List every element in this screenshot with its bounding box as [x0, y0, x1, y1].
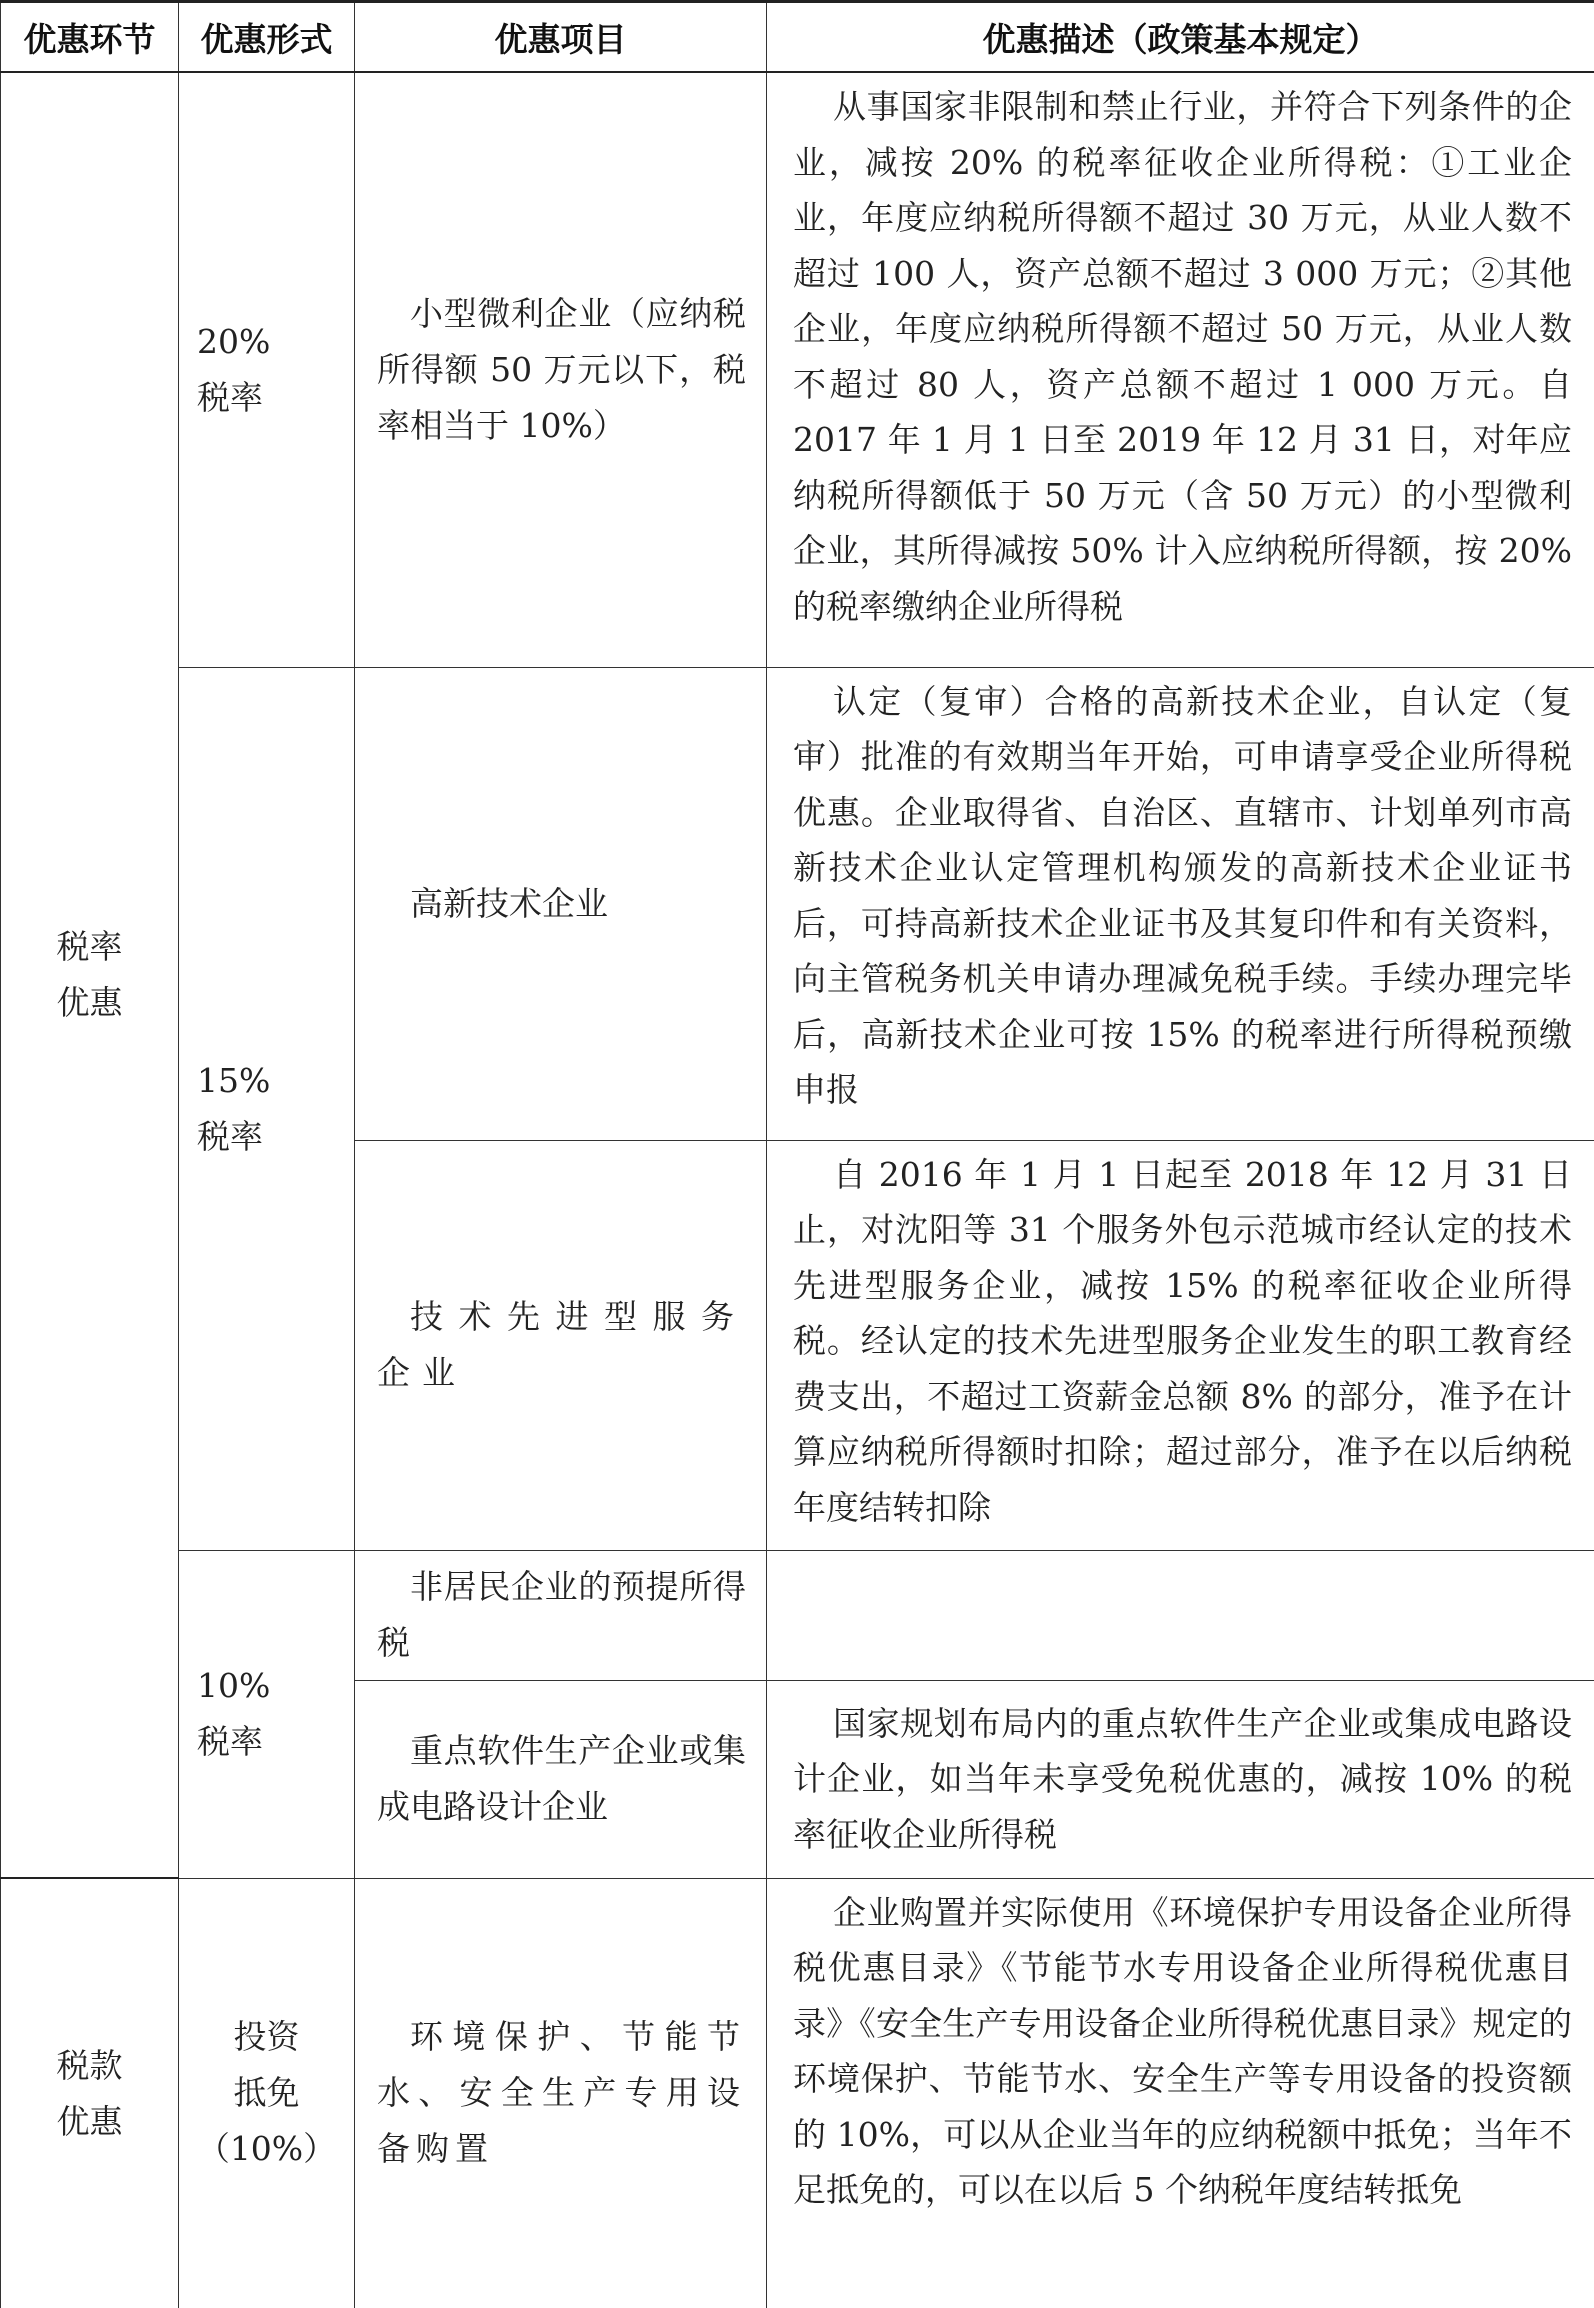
- desc-small-enterprise: 从事国家非限制和禁止行业，并符合下列条件的企业，减按 20% 的税率征收企业所得税：①工业企业，年度应纳税所得额不超过 30 万元，从业人数不超过 100 人，资产总额不超过 3 000 万元；②其他企业，年度应纳税所得额不超过 50 万元，从业人数不超过 80 人，资产总额不超过 1 000 万元。自 2017 年 1 月 1 日至 2019 年 12 月 31 日，对年应纳税所得额低于 50 万元（含 50 万元）的小型微利企业，其所得减按 50% 计入应纳税所得额，按 20% 的税率缴纳企业所得税: [793, 79, 1572, 634]
- table-row: [1, 1878, 1594, 2308]
- form-10-cell: [179, 1550, 355, 1878]
- item-software: 重点软件生产企业或集成电路设计企业: [377, 1723, 746, 1835]
- header-item: 优惠项目: [355, 2, 767, 73]
- stage-rate-label: 税率 优惠: [1, 919, 178, 1031]
- stage-tax-label: 税款 优惠: [1, 2038, 178, 2150]
- form-10-label: 10% 税率: [197, 1658, 354, 1770]
- form-15-label: 15% 税率: [197, 1053, 354, 1165]
- form-20-label: 20% 税率: [197, 314, 354, 426]
- desc-software: 国家规划布局内的重点软件生产企业或集成电路设计企业，如当年未享受免税优惠的，减按 10% 的税率征收企业所得税: [793, 1696, 1572, 1863]
- item-nonresident: 非居民企业的预提所得税: [377, 1559, 746, 1671]
- form-15-cell: [179, 667, 355, 1550]
- desc-equipment-cell: [767, 1878, 1594, 2308]
- desc-hightech-cell: [767, 667, 1594, 1140]
- desc-small-enterprise-cell: [767, 72, 1594, 667]
- desc-software-cell: [767, 1680, 1594, 1878]
- desc-service: 自 2016 年 1 月 1 日起至 2018 年 12 月 31 日止，对沈阳等 31 个服务外包示范城市经认定的技术先进型服务企业，减按 15% 的税率征收企业所得税。经认定的技术先进型服务企业发生的职工教育经费支出，不超过工资薪金总额 8% 的部分，准予在计算应纳税所得额时扣除；超过部分，准予在以后纳税年度结转扣除: [793, 1147, 1572, 1536]
- desc-hightech: 认定（复审）合格的高新技术企业，自认定（复审）批准的有效期当年开始，可申请享受企业所得税优惠。企业取得省、自治区、直辖市、计划单列市高新技术企业认定管理机构颁发的高新技术企业证书后，可持高新技术企业证书及其复印件和有关资料，向主管税务机关申请办理减免税手续。手续办理完毕后，高新技术企业可按 15% 的税率进行所得税预缴申报: [793, 674, 1572, 1118]
- item-service-cell: [355, 1140, 767, 1550]
- item-nonresident-cell: [355, 1550, 767, 1680]
- desc-equipment: 企业购置并实际使用《环境保护专用设备企业所得税优惠目录》《节能节水专用设备企业所得税优惠目录》《安全生产专用设备企业所得税优惠目录》规定的环境保护、节能节水、安全生产等专用设备的投资额的 10%，可以从企业当年的应纳税额中抵免；当年不足抵免的，可以在以后 5 个纳税年度结转抵免: [793, 1885, 1572, 2218]
- stage-tax-cell: [1, 1878, 179, 2308]
- item-equipment-cell: [355, 1878, 767, 2308]
- item-service: 技术先进型服务企业: [377, 1289, 746, 1401]
- table-row: [1, 1550, 1594, 1680]
- header-stage: 优惠环节: [1, 2, 179, 73]
- table-row: [1, 72, 1594, 667]
- desc-service-cell: [767, 1140, 1594, 1550]
- item-hightech: 高新技术企业: [377, 876, 746, 932]
- item-small-enterprise: 小型微利企业（应纳税所得额 50 万元以下，税率相当于 10%）: [377, 286, 746, 454]
- item-equipment: 环境保护、节能节水、安全生产专用设备购置: [377, 2009, 746, 2177]
- header-description: 优惠描述（政策基本规定）: [767, 2, 1594, 73]
- form-20-cell: [179, 72, 355, 667]
- stage-rate-cell: [1, 72, 179, 1878]
- desc-nonresident-cell: [767, 1550, 1594, 1680]
- table-row: [1, 667, 1594, 1140]
- header-form: 优惠形式: [179, 2, 355, 73]
- item-hightech-cell: [355, 667, 767, 1140]
- item-small-enterprise-cell: [355, 72, 767, 667]
- table-header-row: [1, 2, 1594, 73]
- item-software-cell: [355, 1680, 767, 1878]
- form-invest-label: 投资 抵免 （10%）: [179, 2009, 354, 2177]
- form-invest-cell: [179, 1878, 355, 2308]
